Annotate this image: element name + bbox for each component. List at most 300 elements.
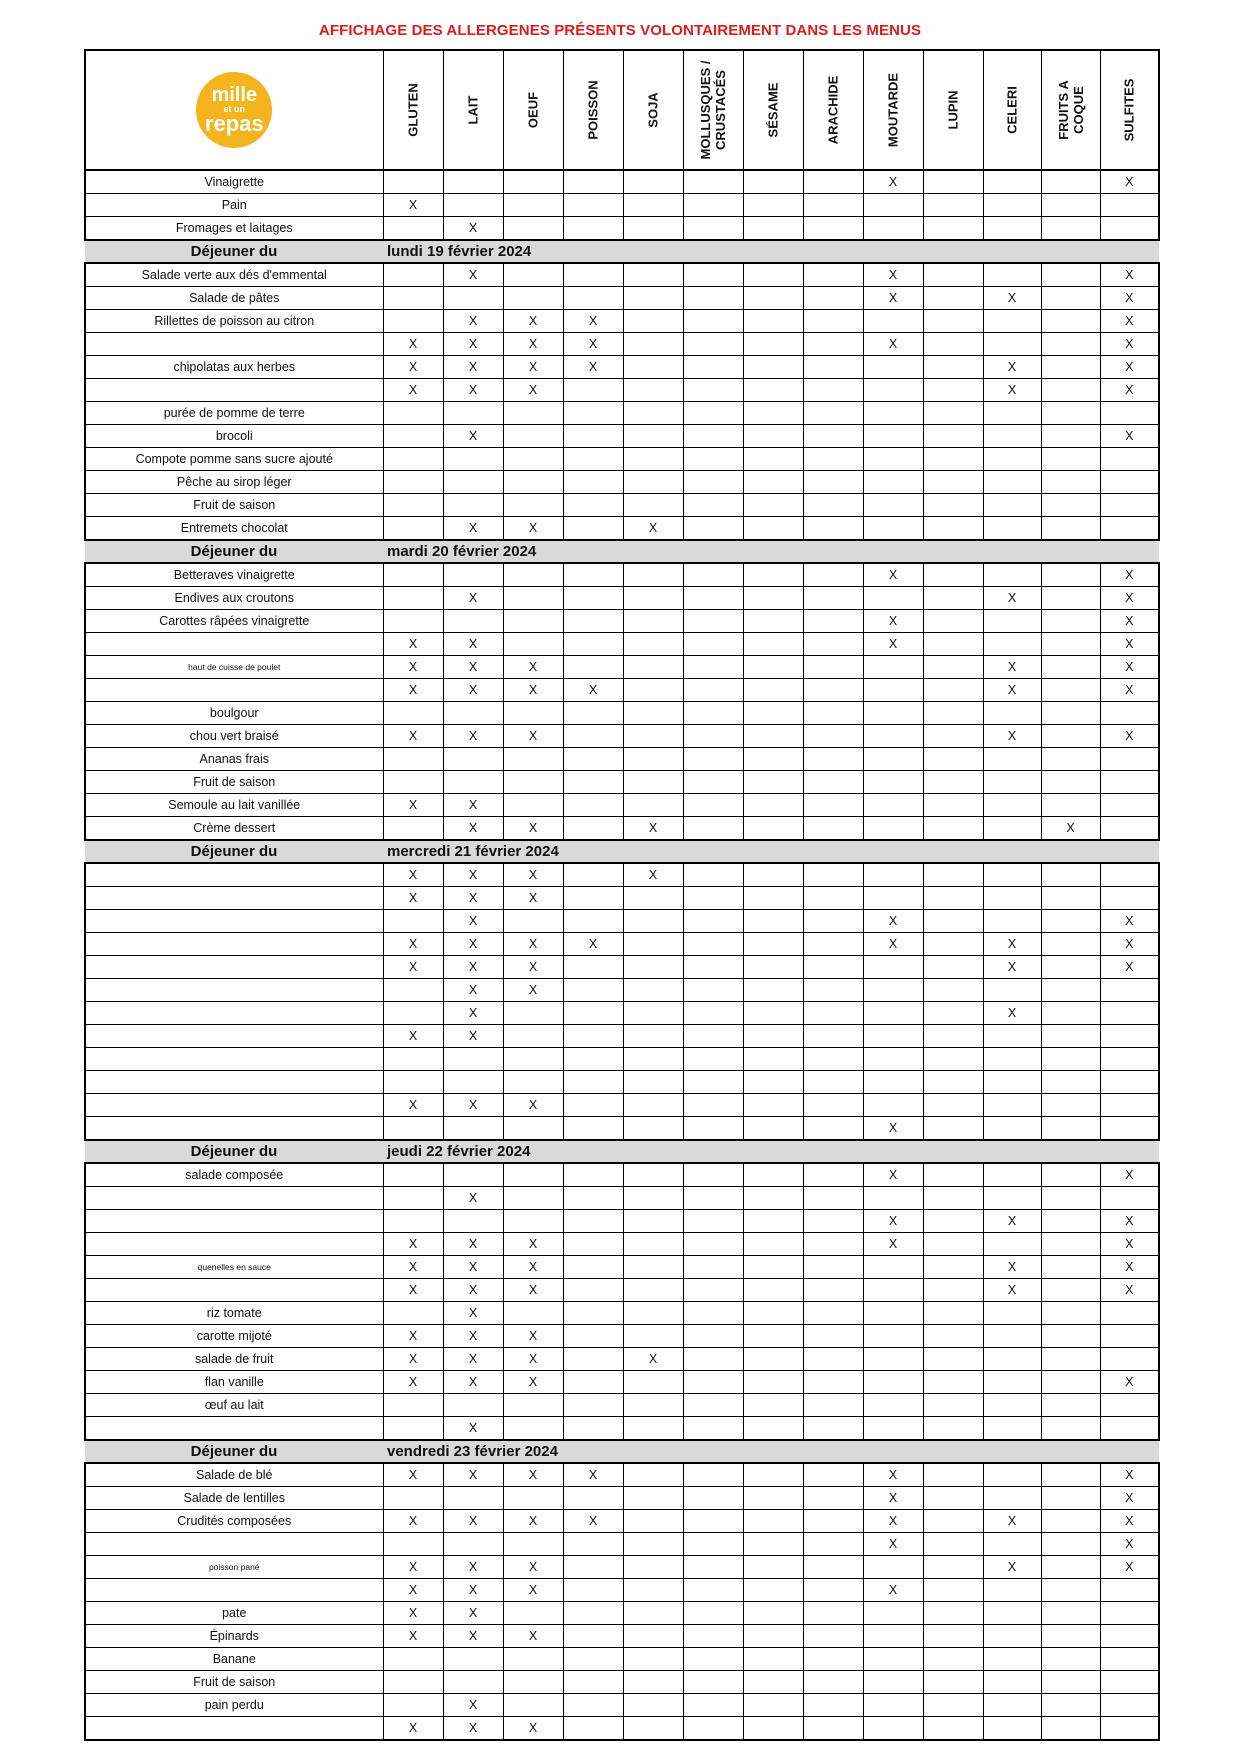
dish-name: Compote pomme sans sucre ajouté [85, 448, 383, 471]
allergen-cell [923, 587, 983, 610]
allergen-cell [383, 1648, 443, 1671]
allergen-cell: X [503, 517, 563, 541]
allergen-cell [683, 1417, 743, 1441]
table-row [85, 863, 1159, 887]
allergen-cell: X [443, 1187, 503, 1210]
allergen-cell [983, 170, 1041, 194]
allergen-cell [1041, 1602, 1100, 1625]
allergen-cell [1100, 1302, 1159, 1325]
allergen-cell: X [563, 1463, 623, 1487]
table-row [85, 910, 1159, 933]
allergen-cell [383, 471, 443, 494]
allergen-cell [683, 979, 743, 1002]
allergen-cell [1041, 1625, 1100, 1648]
allergen-table [84, 49, 1160, 1741]
dish-name: purée de pomme de terre [85, 402, 383, 425]
allergen-cell [923, 1371, 983, 1394]
allergen-cell [623, 402, 683, 425]
dish-name [85, 1025, 383, 1048]
allergen-cell [563, 1556, 623, 1579]
allergen-cell [563, 1602, 623, 1625]
allergen-cell [383, 1187, 443, 1210]
column-header-label: LAIT [465, 95, 481, 125]
allergen-cell: X [443, 217, 503, 241]
allergen-cell [623, 333, 683, 356]
allergen-cell: X [383, 1625, 443, 1648]
allergen-cell: X [863, 1117, 923, 1141]
allergen-cell [623, 1117, 683, 1141]
dish-name: Crudités composées [85, 1510, 383, 1533]
allergen-cell [923, 633, 983, 656]
allergen-cell: X [1100, 633, 1159, 656]
allergen-cell [803, 1025, 863, 1048]
allergen-cell [1100, 1394, 1159, 1417]
allergen-cell: X [623, 517, 683, 541]
day-header-row [85, 240, 1159, 263]
allergen-cell [1041, 1579, 1100, 1602]
allergen-cell [1041, 310, 1100, 333]
logo-cell [85, 50, 383, 170]
allergen-cell: X [503, 817, 563, 841]
allergen-cell: X [863, 633, 923, 656]
allergen-cell [803, 702, 863, 725]
allergen-cell [923, 817, 983, 841]
allergen-cell [803, 356, 863, 379]
dish-name: Fromages et laitages [85, 217, 383, 241]
allergen-cell [383, 217, 443, 241]
day-label: Déjeuner du [85, 540, 383, 563]
allergen-cell [743, 170, 803, 194]
allergen-cell [1100, 1417, 1159, 1441]
allergen-cell [443, 1533, 503, 1556]
table-row [85, 1579, 1159, 1602]
allergen-cell [503, 633, 563, 656]
allergen-cell [863, 1002, 923, 1025]
allergen-cell [1041, 1002, 1100, 1025]
allergen-cell [983, 1348, 1041, 1371]
allergen-cell [983, 771, 1041, 794]
allergen-cell [803, 771, 863, 794]
allergen-cell: X [983, 1210, 1041, 1233]
allergen-cell: X [443, 910, 503, 933]
allergen-cell [1041, 1210, 1100, 1233]
allergen-cell [863, 1371, 923, 1394]
allergen-cell [563, 563, 623, 587]
allergen-cell [983, 979, 1041, 1002]
allergen-cell [863, 1394, 923, 1417]
allergen-cell [923, 933, 983, 956]
allergen-cell [623, 656, 683, 679]
allergen-cell [1041, 356, 1100, 379]
allergen-cell [1041, 1348, 1100, 1371]
allergen-cell [983, 794, 1041, 817]
table-row [85, 310, 1159, 333]
allergen-cell [743, 471, 803, 494]
dish-name [85, 1117, 383, 1141]
allergen-cell [503, 794, 563, 817]
allergen-cell [983, 1694, 1041, 1717]
allergen-cell [983, 471, 1041, 494]
column-header-label: ARACHIDE [825, 75, 841, 145]
allergen-cell: X [1100, 1487, 1159, 1510]
allergen-cell [623, 1025, 683, 1048]
allergen-cell [383, 402, 443, 425]
allergen-cell: X [503, 356, 563, 379]
allergen-cell [983, 1417, 1041, 1441]
allergen-cell [563, 817, 623, 841]
dish-name [85, 1417, 383, 1441]
allergen-cell [383, 563, 443, 587]
allergen-cell: X [983, 656, 1041, 679]
allergen-cell [683, 1487, 743, 1510]
allergen-cell [383, 610, 443, 633]
allergen-cell [743, 217, 803, 241]
allergen-cell: X [503, 933, 563, 956]
allergen-cell [743, 1579, 803, 1602]
allergen-cell [803, 1279, 863, 1302]
allergen-cell [983, 1487, 1041, 1510]
allergen-cell [923, 333, 983, 356]
dish-name [85, 1279, 383, 1302]
allergen-cell [743, 1048, 803, 1071]
allergen-cell [743, 656, 803, 679]
allergen-cell [683, 1094, 743, 1117]
allergen-cell: X [983, 379, 1041, 402]
allergen-cell [623, 587, 683, 610]
allergen-cell [923, 471, 983, 494]
allergen-cell [863, 402, 923, 425]
allergen-cell [743, 494, 803, 517]
table-row [85, 702, 1159, 725]
allergen-cell [743, 1302, 803, 1325]
allergen-cell [383, 1048, 443, 1071]
allergen-cell [743, 1602, 803, 1625]
allergen-cell: X [1100, 425, 1159, 448]
allergen-cell [503, 1394, 563, 1417]
column-header [383, 50, 443, 170]
allergen-cell [683, 425, 743, 448]
allergen-cell [623, 263, 683, 287]
allergen-cell: X [443, 356, 503, 379]
allergen-cell: X [443, 1717, 503, 1741]
allergen-cell [683, 610, 743, 633]
allergen-cell [803, 1717, 863, 1741]
allergen-cell [863, 310, 923, 333]
allergen-cell: X [1100, 1556, 1159, 1579]
allergen-cell [563, 887, 623, 910]
allergen-cell [863, 1417, 923, 1441]
allergen-cell [743, 1533, 803, 1556]
column-header-label: SOJA [645, 92, 661, 128]
allergen-cell [623, 1071, 683, 1094]
allergen-cell [683, 1256, 743, 1279]
allergen-cell [1100, 1094, 1159, 1117]
allergen-cell [563, 1348, 623, 1371]
allergen-cell [623, 771, 683, 794]
allergen-cell [683, 1694, 743, 1717]
allergen-cell [1041, 748, 1100, 771]
allergen-cell [623, 725, 683, 748]
allergen-cell [863, 1256, 923, 1279]
allergen-cell [1041, 194, 1100, 217]
allergen-cell: X [863, 910, 923, 933]
allergen-cell [1100, 194, 1159, 217]
allergen-cell [1041, 771, 1100, 794]
allergen-cell [743, 563, 803, 587]
allergen-cell [743, 1279, 803, 1302]
allergen-cell: X [443, 817, 503, 841]
allergen-cell [923, 771, 983, 794]
allergen-cell [1041, 1325, 1100, 1348]
allergen-cell [1041, 956, 1100, 979]
allergen-cell [443, 1487, 503, 1510]
allergen-cell [683, 817, 743, 841]
allergen-cell [683, 1025, 743, 1048]
allergen-cell [863, 517, 923, 541]
allergen-cell [383, 1394, 443, 1417]
allergen-cell [443, 402, 503, 425]
allergen-cell: X [623, 1348, 683, 1371]
allergen-cell [1100, 817, 1159, 841]
column-header [863, 50, 923, 170]
allergen-cell [863, 1187, 923, 1210]
dish-name [85, 1048, 383, 1071]
allergen-cell [563, 1187, 623, 1210]
allergen-cell [563, 702, 623, 725]
allergen-cell [683, 263, 743, 287]
allergen-cell [803, 1625, 863, 1648]
dish-name: Vinaigrette [85, 170, 383, 194]
table-row [85, 402, 1159, 425]
allergen-cell [683, 217, 743, 241]
dish-name [85, 1717, 383, 1741]
allergen-cell [1041, 1556, 1100, 1579]
table-row [85, 794, 1159, 817]
column-header [983, 50, 1041, 170]
allergen-cell [863, 448, 923, 471]
dish-name: Carottes râpées vinaigrette [85, 610, 383, 633]
table-row [85, 1187, 1159, 1210]
allergen-cell [383, 1671, 443, 1694]
allergen-cell [923, 679, 983, 702]
table-row [85, 1671, 1159, 1694]
table-row [85, 633, 1159, 656]
allergen-cell [803, 910, 863, 933]
allergen-cell [923, 1717, 983, 1741]
allergen-cell [743, 1671, 803, 1694]
allergen-cell: X [1100, 170, 1159, 194]
allergen-cell [803, 170, 863, 194]
allergen-cell: X [443, 379, 503, 402]
allergen-cell [683, 563, 743, 587]
allergen-cell [563, 1233, 623, 1256]
allergen-cell [563, 379, 623, 402]
table-row [85, 771, 1159, 794]
allergen-cell [1041, 633, 1100, 656]
allergen-cell [923, 1163, 983, 1187]
allergen-cell [1041, 517, 1100, 541]
day-label: Déjeuner du [85, 240, 383, 263]
allergen-cell: X [503, 1348, 563, 1371]
allergen-cell [923, 656, 983, 679]
allergen-cell [743, 1025, 803, 1048]
allergen-cell [923, 517, 983, 541]
column-header-label: MOUTARDE [885, 72, 901, 148]
allergen-cell: X [1041, 817, 1100, 841]
allergen-cell [1041, 1510, 1100, 1533]
table-row [85, 1694, 1159, 1717]
allergen-cell [683, 402, 743, 425]
allergen-cell [743, 517, 803, 541]
allergen-cell [563, 263, 623, 287]
allergen-cell [683, 471, 743, 494]
table-row [85, 956, 1159, 979]
allergen-cell [563, 217, 623, 241]
allergen-cell [863, 794, 923, 817]
allergen-cell: X [1100, 679, 1159, 702]
allergen-cell: X [983, 356, 1041, 379]
allergen-cell [923, 402, 983, 425]
allergen-cell [863, 1048, 923, 1071]
allergen-cell: X [503, 1094, 563, 1117]
allergen-cell [803, 817, 863, 841]
allergen-cell [803, 1510, 863, 1533]
allergen-cell [923, 170, 983, 194]
allergen-cell [863, 1648, 923, 1671]
dish-name: carotte mijoté [85, 1325, 383, 1348]
allergen-cell [623, 633, 683, 656]
allergen-cell: X [503, 1556, 563, 1579]
allergen-cell [1041, 910, 1100, 933]
allergen-cell [743, 956, 803, 979]
allergen-cell [623, 379, 683, 402]
dish-name: Rillettes de poisson au citron [85, 310, 383, 333]
allergen-cell: X [443, 633, 503, 656]
dish-name [85, 887, 383, 910]
allergen-cell [1100, 494, 1159, 517]
column-header [503, 50, 563, 170]
allergen-cell [983, 1717, 1041, 1741]
table-row [85, 448, 1159, 471]
allergen-cell [923, 1510, 983, 1533]
allergen-cell [623, 794, 683, 817]
allergen-cell: X [1100, 379, 1159, 402]
allergen-cell [983, 702, 1041, 725]
allergen-cell [923, 1025, 983, 1048]
allergen-cell [743, 1717, 803, 1741]
day-label: Déjeuner du [85, 1440, 383, 1463]
allergen-cell [983, 633, 1041, 656]
allergen-cell [683, 1625, 743, 1648]
allergen-cell [1041, 1417, 1100, 1441]
table-row [85, 1256, 1159, 1279]
allergen-cell [683, 1602, 743, 1625]
allergen-cell [623, 1371, 683, 1394]
dish-name: pain perdu [85, 1694, 383, 1717]
allergen-cell [683, 1187, 743, 1210]
allergen-cell [383, 702, 443, 725]
allergen-cell [563, 1256, 623, 1279]
dish-name: brocoli [85, 425, 383, 448]
allergen-cell [983, 1163, 1041, 1187]
allergen-cell [1100, 702, 1159, 725]
allergen-cell [443, 170, 503, 194]
allergen-cell [923, 1048, 983, 1071]
allergen-cell [383, 517, 443, 541]
allergen-cell [743, 702, 803, 725]
allergen-cell [863, 1671, 923, 1694]
column-header [563, 50, 623, 170]
allergen-cell: X [383, 1233, 443, 1256]
allergen-cell [743, 679, 803, 702]
allergen-cell [563, 1648, 623, 1671]
column-header-label: FRUITS A COQUE [1055, 80, 1086, 140]
allergen-cell [563, 1302, 623, 1325]
allergen-cell [563, 1533, 623, 1556]
allergen-cell [623, 494, 683, 517]
allergen-cell [803, 633, 863, 656]
table-row [85, 1556, 1159, 1579]
allergen-cell: X [563, 933, 623, 956]
table-row [85, 333, 1159, 356]
allergen-cell: X [503, 333, 563, 356]
allergen-cell [983, 1671, 1041, 1694]
allergen-cell [1041, 1071, 1100, 1094]
allergen-cell: X [983, 1002, 1041, 1025]
allergen-cell: X [863, 1463, 923, 1487]
day-header-row [85, 540, 1159, 563]
allergen-cell [1100, 1002, 1159, 1025]
allergen-cell: X [563, 679, 623, 702]
column-header [923, 50, 983, 170]
table-row [85, 356, 1159, 379]
allergen-cell [983, 1394, 1041, 1417]
allergen-cell [623, 1394, 683, 1417]
allergen-cell: X [1100, 1210, 1159, 1233]
allergen-cell: X [383, 1556, 443, 1579]
allergen-cell [743, 1325, 803, 1348]
allergen-cell [743, 1233, 803, 1256]
allergen-cell [563, 1371, 623, 1394]
column-header [743, 50, 803, 170]
allergen-cell [683, 702, 743, 725]
allergen-cell: X [443, 1256, 503, 1279]
allergen-cell [383, 910, 443, 933]
allergen-cell [623, 1233, 683, 1256]
allergen-cell [623, 1694, 683, 1717]
allergen-cell [1041, 1117, 1100, 1141]
allergen-cell [623, 1510, 683, 1533]
allergen-cell [923, 1325, 983, 1348]
allergen-cell [1041, 679, 1100, 702]
allergen-cell [623, 887, 683, 910]
allergen-cell [443, 610, 503, 633]
allergen-cell [683, 194, 743, 217]
allergen-cell [623, 1256, 683, 1279]
dish-name [85, 379, 383, 402]
allergen-cell [923, 1694, 983, 1717]
allergen-cell: X [503, 1510, 563, 1533]
allergen-cell [863, 979, 923, 1002]
column-header [683, 50, 743, 170]
allergen-cell [983, 1648, 1041, 1671]
allergen-cell [1041, 887, 1100, 910]
allergen-cell [563, 1394, 623, 1417]
allergen-cell [503, 1671, 563, 1694]
allergen-cell [563, 1325, 623, 1348]
allergen-cell [863, 425, 923, 448]
table-row [85, 725, 1159, 748]
